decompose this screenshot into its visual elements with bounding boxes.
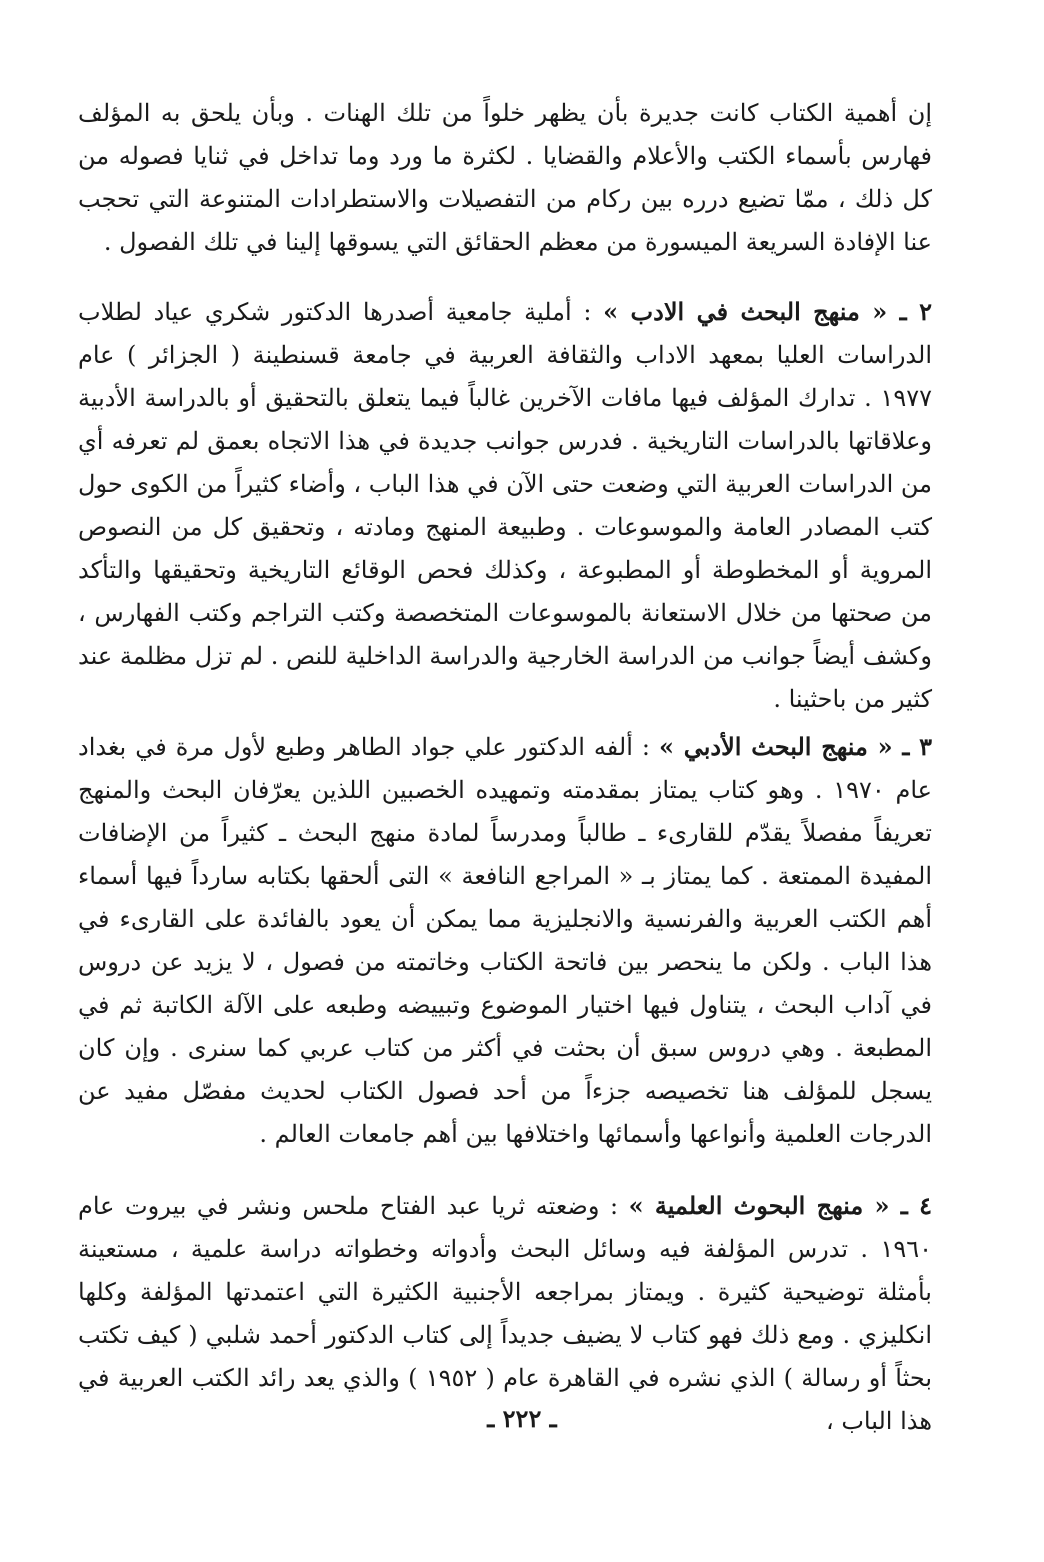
- paragraph-text: : ألفه الدكتور علي جواد الطاهر وطبع لأول مرة في بغداد عام ١٩٧٠ . وهو كتاب يمتاز بمقدمته وتمهيده الخصبين اللذين يعرّفان البحث والمنهج تعريفاً مفصلاً يقدّم للقارىء ـ طالباً ومدرساً لمادة منهج البحث ـ كثيراً من الإضافات المفيدة الممتعة . كما يمتاز بـ « المراجع النافعة » التى ألحقها بكتابه سارداً فيها أسماء أهم الكتب العربية والفرنسية والانجليزية مما يمكن أن يعود بالفائدة على القارىء في هذا الباب . ولكن ما ينحصر بين فاتحة الكتاب وخاتمته من فصول ، لا يزيد عن دروس في آداب البحث ، يتناول فيها اختيار الموضوع وتبييضه وطبعه على الآلة الكاتبة ثم في المطبعة . وهي دروس سبق أن بحثت في أكثر من كتاب عربي كما سنرى . وإن كان يسجل للمؤلف هنا تخصيصه جزءاً من أحد فصول الكتاب لحديث مفصّل مفيد عن الدرجات العلمية وأنواعها وأسمائها واختلافها بين أهم جامعات العالم .: [78, 733, 933, 1148]
- item-heading: ٣ ـ « منهج البحث الأدبي »: [658, 732, 933, 761]
- paragraph-text: : وضعته ثريا عبد الفتاح ملحس ونشر في بيروت عام ١٩٦٠ . تدرس المؤلفة فيه وسائل البحث وأدواته وخطواته دراسة علمية ، مستعينة بأمثلة توضيحية كثيرة . ويمتاز بمراجعه الأجنبية الكثيرة التي اعتمدتها المؤلفة وكلها انكليزي . ومع ذلك فهو كتاب لا يضيف جديداً إلى كتاب الدكتور أحمد شلبي ( كيف تكتب بحثاً أو رسالة ) الذي نشره في القاهرة عام ( ١٩٥٢ ) والذي يعد رائد الكتب العربية في هذا الباب ،: [78, 1192, 932, 1435]
- paragraph-intro: [78, 92, 932, 264]
- paragraph-item-3: [78, 725, 932, 1156]
- paragraph-text: إن أهمية الكتاب كانت جديرة بأن يظهر خلواً من تلك الهنات . وبأن يلحق به المؤلف فهارس بأسماء الكتب والأعلام والقضايا . لكثرة ما ورد وما تداخل في ثنايا فصوله من كل ذلك ، ممّا تضيع درره بين ركام من التفصيلات والاستطرادات المتنوعة التي تحجب عنا الإفادة السريعة الميسورة من معظم الحقائق التي يسوقها إلينا في تلك الفصول .: [78, 99, 932, 256]
- item-heading: ٢ ـ « منهج البحث في الادب »: [603, 297, 932, 326]
- item-heading: ٤ ـ « منهج البحوث العلمية »: [628, 1191, 933, 1220]
- page-body: [78, 92, 932, 1562]
- paragraph-text: : أملية جامعية أصدرها الدكتور شكري عياد لطلاب الدراسات العليا بمعهد الاداب والثقافة العربية في جامعة قسنطينة ( الجزائر ) عام ١٩٧٧ . تدارك المؤلف فيها مافات الآخرين غالباً فيما يتعلق بالتحقيق أو بالدراسة الأدبية وعلاقاتها بالدراسات التاريخية . فدرس جوانب جديدة في هذا الاتجاه بعمق لم تعرفه أي من الدراسات العربية التي وضعت حتى الآن في هذا الباب ، وأضاء كثيراً من الكوى حول كتب المصادر العامة والموسوعات . وطبيعة المنهج ومادته ، وتحقيق كل من النصوص المروية أو المخطوطة أو المطبوعة ، وكذلك فحص الوقائع التاريخية وتحقيقها والتأكد من صحتها من خلال الاستعانة بالموسوعات المتخصصة وكتب التراجم وكتب الفهارس ، وكشف أيضاً جوانب من الدراسة الخارجية والدراسة الداخلية للنص . لم تزل مظلمة عند كثير من باحثينا .: [78, 298, 932, 713]
- page-number: ـ ٢٢٢ ـ: [487, 1404, 557, 1433]
- paragraph-item-2: [78, 290, 932, 721]
